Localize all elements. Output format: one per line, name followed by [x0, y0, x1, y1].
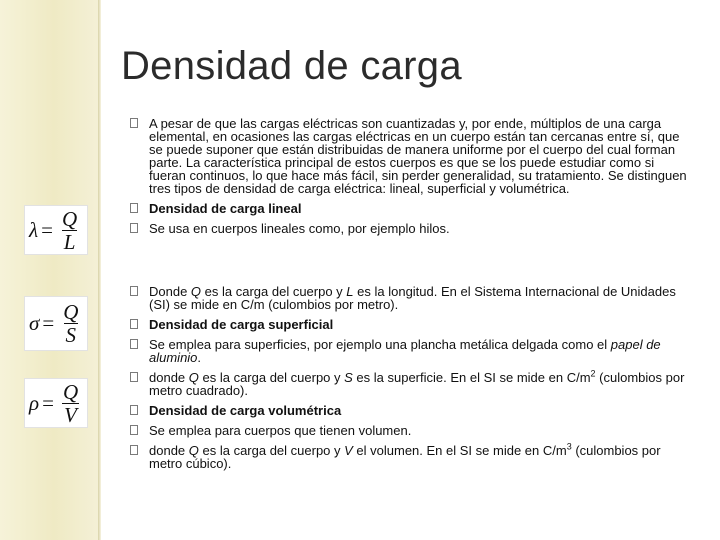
bullet-text-volumetrica-units: donde Q es la carga del cuerpo y V el volumen. En el SI se mide en $C/m^3$ (culombios por metro cúbico).: [149, 441, 661, 471]
formula-volumetrica-lhs: ρ: [29, 390, 40, 415]
bullet-list-top: [128, 117, 694, 242]
formula-superficial-denominator: S: [65, 323, 77, 347]
formula-superficial-lhs: σ: [29, 311, 40, 335]
formula-lineal-lhs: λ: [29, 217, 39, 242]
bullet-box-icon: [130, 445, 138, 455]
bullet-text-lineal-use: Se usa en cuerpos lineales como, por ejemplo hilos.: [149, 221, 450, 236]
formula-lineal-eq: =: [41, 217, 53, 242]
bullet-box-icon: [130, 319, 138, 329]
list-item: [128, 441, 694, 471]
list-item: [128, 117, 694, 195]
formula-volumetrica-eq: =: [42, 390, 54, 415]
bullet-box-icon: [130, 203, 138, 213]
list-item: [128, 404, 694, 417]
list-item: [128, 285, 694, 311]
formula-lineal-numerator: Q: [61, 206, 78, 231]
list-item: [128, 222, 694, 235]
bullet-text-intro: A pesar de que las cargas eléctricas son cuantizadas y, por ende, múltiplos de una carga elemental, en ocasiones las cargas eléctricas en un cuerpo están tan cercanas entre sí, que se puede suponer que están distribuidas de manera uniforme por el cuerpo del cual forman parte. La característica principal de estos cuerpos es que se los puede estudiar como si fueran continuos, lo que hace más fácil, sin perder generalidad, su tratamiento. Se distinguen tres tipos de densidad de carga eléctrica: lineal, superficial y volumétrica.: [149, 116, 687, 196]
formula-superficial-eq: =: [42, 311, 55, 335]
bullet-heading-volumetrica: Densidad de carga volumétrica: [149, 403, 342, 418]
bullet-box-icon: [130, 425, 138, 435]
list-item: [128, 318, 694, 331]
bullet-heading-lineal: Densidad de carga lineal: [149, 201, 302, 216]
formula-volumetrica-numerator: Q: [62, 379, 79, 404]
bullet-list-bottom: [128, 285, 694, 477]
bullet-text-volumetrica-use: Se emplea para cuerpos que tienen volumen.: [149, 423, 412, 438]
bullet-text-superficial-use: Se emplea para superficies, por ejemplo una plancha metálica delgada como el papel de aluminio.: [149, 337, 661, 365]
formula-superficial: [24, 296, 88, 351]
list-item: [128, 424, 694, 437]
bullet-box-icon: [130, 405, 138, 415]
formula-lineal: [24, 205, 88, 255]
left-band-divider: [98, 0, 101, 540]
formula-lineal-fraction: [60, 206, 79, 254]
list-item: [128, 368, 694, 398]
formula-superficial-fraction: [61, 302, 80, 345]
bullet-box-icon: [130, 118, 138, 128]
formula-volumetrica-fraction: [61, 379, 80, 427]
bullet-box-icon: [130, 339, 138, 349]
bullet-box-icon: [130, 223, 138, 233]
list-item: [128, 202, 694, 215]
formula-superficial-numerator: Q: [63, 300, 79, 324]
bullet-heading-superficial: Densidad de carga superficial: [149, 317, 334, 332]
formula-volumetrica: [24, 378, 88, 428]
bullet-box-icon: [130, 286, 138, 296]
bullet-text-lineal-units: Donde Q es la carga del cuerpo y L es la longitud. En el Sistema Internacional de Unidades (SI) se mide en C/m (culombios por metro).: [149, 284, 676, 312]
slide-title: Densidad de carga: [121, 44, 462, 88]
bullet-text-superficial-units: donde Q es la carga del cuerpo y S es la superficie. En el SI se mide en $C/m^2$ (culombios por metro cuadrado).: [149, 368, 685, 398]
left-decorative-band: [0, 0, 98, 540]
formula-lineal-denominator: L: [63, 229, 76, 254]
list-item: [128, 338, 694, 364]
bullet-box-icon: [130, 372, 138, 382]
formula-volumetrica-denominator: V: [64, 402, 77, 427]
